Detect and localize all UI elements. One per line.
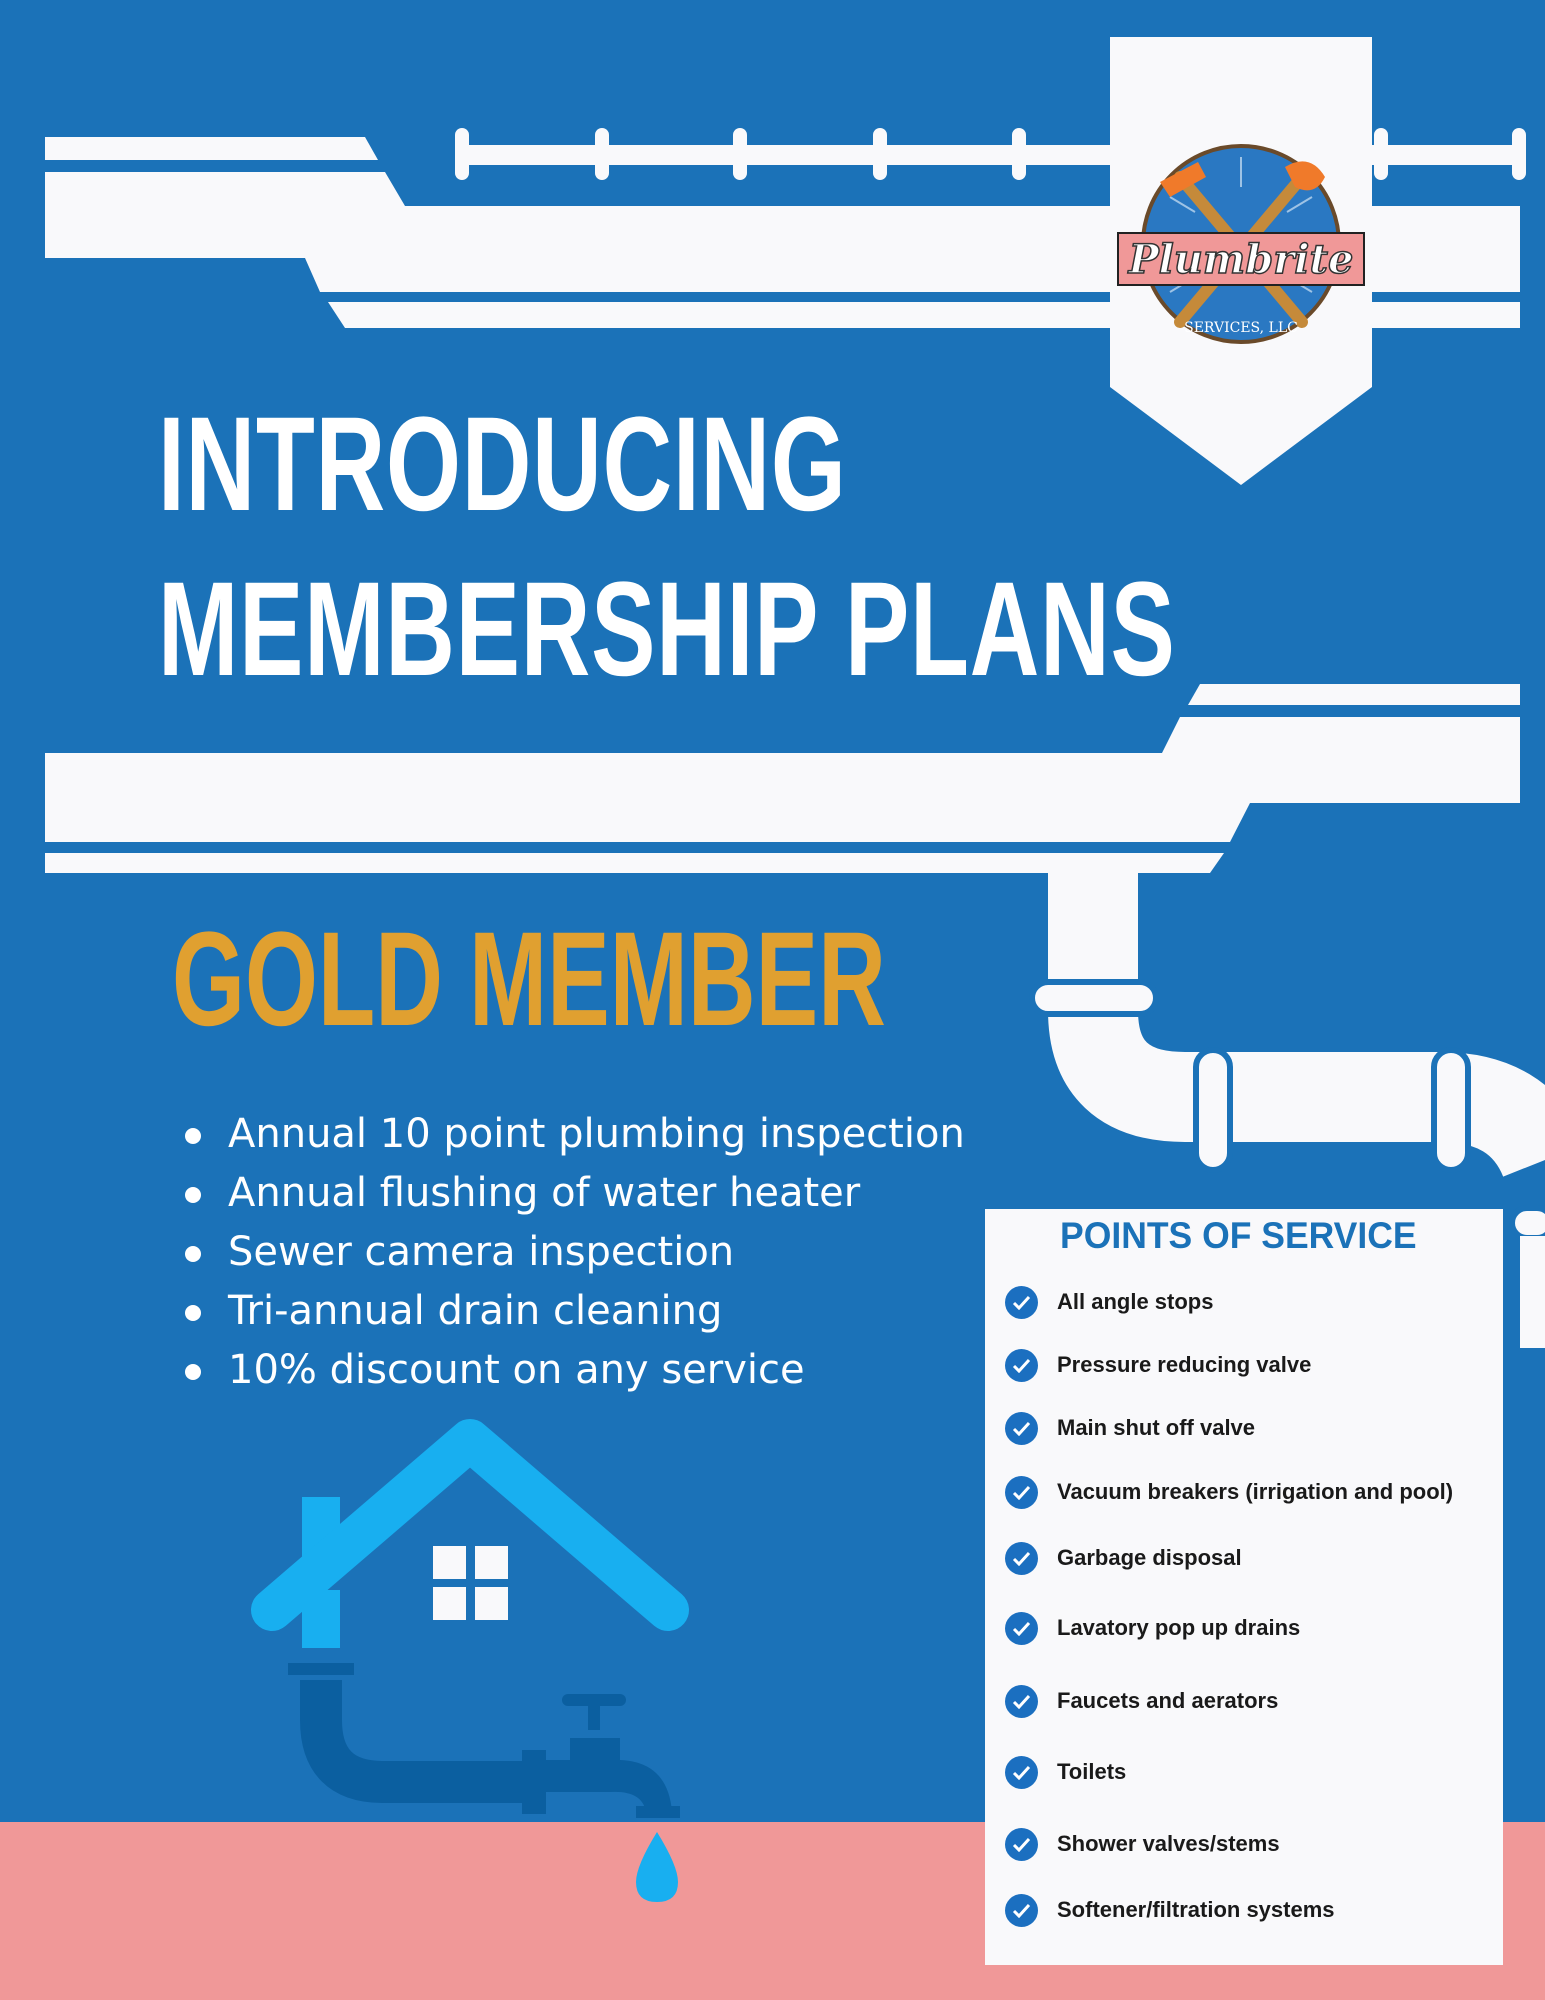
plumbrite-logo [1110, 37, 1372, 485]
logo-wordmark: Plumbrite [1128, 236, 1354, 283]
checkmark-icon [1005, 1286, 1038, 1319]
bullet-icon [185, 1246, 201, 1262]
service-item: Toilets [1005, 1755, 1126, 1789]
benefits-list [182, 1105, 965, 1400]
bullet-icon [185, 1187, 201, 1203]
service-item: Pressure reducing valve [1005, 1348, 1311, 1382]
headline-line-2: MEMBERSHIP PLANS [158, 555, 1176, 704]
points-of-service-card [985, 1209, 1503, 1965]
logo-tagline: SERVICES, LLC [1184, 320, 1298, 336]
service-item: Softener/filtration systems [1005, 1893, 1335, 1927]
service-item: All angle stops [1005, 1285, 1213, 1319]
benefit-item: Sewer camera inspection [182, 1223, 965, 1282]
checkmark-icon [1005, 1685, 1038, 1718]
benefit-item: Tri-annual drain cleaning [182, 1282, 965, 1341]
headline-line-1: INTRODUCING [158, 390, 847, 539]
plan-title: GOLD MEMBER [172, 905, 886, 1054]
checkmark-icon [1005, 1756, 1038, 1789]
benefit-item: Annual flushing of water heater [182, 1164, 965, 1223]
service-item: Main shut off valve [1005, 1411, 1255, 1445]
points-of-service-title: POINTS OF SERVICE [1060, 1215, 1417, 1256]
service-item: Shower valves/stems [1005, 1827, 1280, 1861]
bullet-icon [185, 1364, 201, 1380]
bullet-icon [185, 1128, 201, 1144]
service-item: Faucets and aerators [1005, 1684, 1278, 1718]
benefit-item: Annual 10 point plumbing inspection [182, 1105, 965, 1164]
checkmark-icon [1005, 1349, 1038, 1382]
checkmark-icon [1005, 1476, 1038, 1509]
service-item: Lavatory pop up drains [1005, 1611, 1300, 1645]
middle-stripes [45, 684, 1520, 873]
service-item: Garbage disposal [1005, 1541, 1242, 1575]
checkmark-icon [1005, 1542, 1038, 1575]
bullet-icon [185, 1305, 201, 1321]
checkmark-icon [1005, 1828, 1038, 1861]
benefit-item: 10% discount on any service [182, 1341, 965, 1400]
drain-pipe [1093, 873, 1545, 1160]
checkmark-icon [1005, 1894, 1038, 1927]
service-item: Vacuum breakers (irrigation and pool) [1005, 1475, 1453, 1509]
checkmark-icon [1005, 1612, 1038, 1645]
checkmark-icon [1005, 1412, 1038, 1445]
